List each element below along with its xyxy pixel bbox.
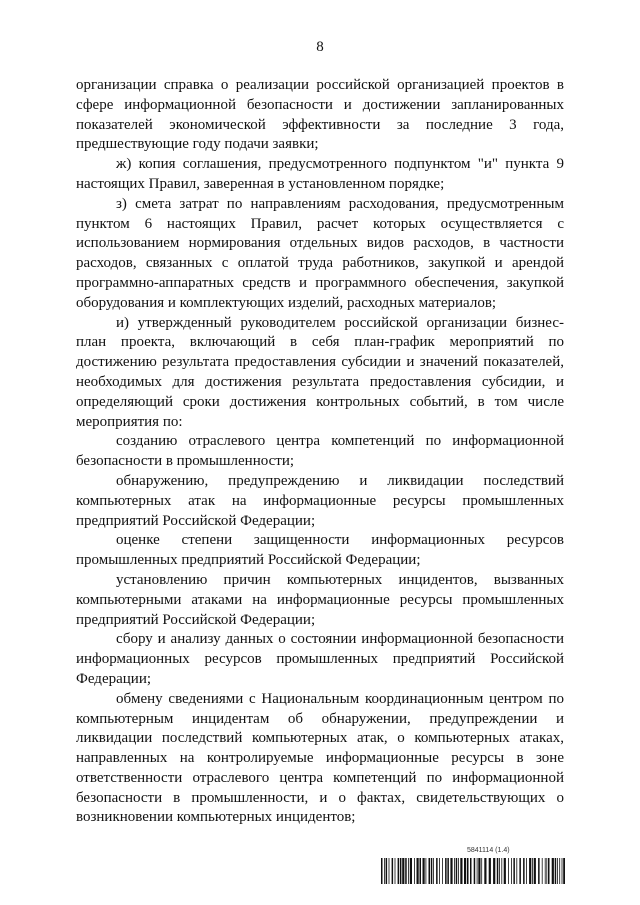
barcode-bar	[559, 858, 560, 884]
barcode-icon	[381, 858, 565, 884]
barcode-bar	[436, 858, 438, 884]
barcode-bar	[454, 858, 455, 884]
barcode-bar	[497, 858, 499, 884]
paragraph-subitem-info-exchange: обмену сведениями с Национальным координационным центром по компьютерным инцидентам об обнаружении, предупреждении и ликвидации последствий компьютерных атак, о компьютерных атаках, направленных на контролируемые информационные ресурсы в зоне ответственности отраслевого центра компетенций по информационной безопасности в промышленности, и о фактах, свидетельствующих о возникновении компьютерных инцидентов;	[76, 690, 564, 826]
paragraph-item-i: и) утвержденный руководителем российской организации бизнес-план проекта, включающий в себя план-график мероприятий по достижению результата предоставления субсидии и значений показателей, необходимых для достижения результата предоставления субсидии, и определяющий сроки достижения контрольных событий, в том числе мероприятия по:	[76, 314, 564, 430]
paragraph-subitem-incident-causes: установлению причин компьютерных инцидентов, вызванных компьютерными атаками на информационные ресурсы промышленных предприятий Российской Федерации;	[76, 571, 564, 628]
barcode-bar	[467, 858, 469, 884]
barcode-bar	[381, 858, 383, 884]
barcode-bar	[516, 858, 517, 884]
barcode-bar	[523, 858, 525, 884]
barcode-bar	[450, 858, 452, 884]
barcode-bar	[400, 858, 402, 884]
paragraph-continuation: организации справка о реализации российской организацией проектов в сфере информационной безопасности и достижении запланированных показателей экономической эффективности за последние 3 года, предшествующие году подачи заявки;	[76, 77, 564, 153]
barcode-bar	[508, 858, 509, 884]
barcode-bar	[546, 858, 547, 884]
barcode-bar	[474, 858, 476, 884]
barcode-bar	[526, 858, 527, 884]
barcode-bar	[484, 858, 486, 884]
barcode-bar	[420, 858, 422, 884]
barcode-bar	[557, 858, 558, 884]
barcode-bar	[501, 858, 502, 884]
barcode-bar	[384, 858, 385, 884]
barcode-bar	[398, 858, 400, 884]
barcode-bar	[519, 858, 521, 884]
paragraph-subitem-assessment: оценке степени защищенности информационных ресурсов промышленных предприятий Российской Федерации;	[76, 532, 564, 569]
barcode-bar	[470, 858, 472, 884]
barcode-bar	[552, 858, 554, 884]
barcode-bar	[423, 858, 425, 884]
document-barcode-block	[381, 846, 565, 884]
barcode-bar	[542, 858, 543, 884]
barcode-bar	[481, 858, 482, 884]
barcode-bar	[417, 858, 419, 884]
barcode-bar	[433, 858, 434, 884]
barcode-bar	[563, 858, 565, 884]
barcode-bar	[395, 858, 396, 884]
barcode-bar	[548, 858, 550, 884]
page-number: 8	[316, 39, 324, 55]
paragraph-item-z: з) смета затрат по направлениям расходования, предусмотренным пунктом 6 настоящих Правил, расчет которых осуществляется с использованием нормирования отдельных видов расходов, в частности расходов, связанных с оплатой труда работников, закупкой и арендой программно-аппаратных средств и программного обеспечения, закупкой оборудования и комплектующих изделий, расходных материалов;	[76, 195, 564, 311]
barcode-bar	[511, 858, 512, 884]
paragraph-item-zh: ж) копия соглашения, предусмотренного подпунктом "и" пункта 9 настоящих Правил, заверенная в установленном порядке;	[76, 156, 564, 192]
barcode-bar	[534, 858, 536, 884]
barcode-bar	[445, 858, 447, 884]
document-code: 5841114 (1.4)	[467, 847, 510, 854]
barcode-bar	[538, 858, 540, 884]
paragraph-subitem-competence-center: созданию отраслевого центра компетенций по информационной безопасности в промышленности;	[76, 433, 564, 470]
barcode-bar	[513, 858, 515, 884]
barcode-bar	[431, 858, 433, 884]
barcode-bar	[464, 858, 466, 884]
barcode-bar	[426, 858, 427, 884]
barcode-bar	[439, 858, 440, 884]
barcode-bar	[489, 858, 491, 884]
barcode-bar	[389, 858, 390, 884]
barcode-bar	[442, 858, 443, 884]
barcode-bar	[504, 858, 506, 884]
barcode-bar	[460, 858, 462, 884]
barcode-bar	[477, 858, 478, 884]
barcode-bar	[408, 858, 409, 884]
barcode-bar	[392, 858, 394, 884]
barcode-bar	[458, 858, 459, 884]
barcode-bar	[456, 858, 458, 884]
barcode-bar	[405, 858, 407, 884]
barcode-bar	[402, 858, 404, 884]
barcode-bar	[478, 858, 480, 884]
barcode-bar	[499, 858, 500, 884]
barcode-bar	[562, 858, 563, 884]
barcode-bar	[493, 858, 495, 884]
barcode-bar	[447, 858, 449, 884]
barcode-bar	[532, 858, 533, 884]
paragraph-subitem-detection: обнаружению, предупреждению и ликвидации последствий компьютерных атак на информационные ресурсы промышленных предприятий Российской Федерации;	[76, 472, 564, 529]
barcode-bar	[555, 858, 557, 884]
document-body	[76, 76, 564, 828]
barcode-bar	[529, 858, 531, 884]
barcode-bar	[386, 858, 388, 884]
barcode-bar	[410, 858, 412, 884]
paragraph-subitem-data-analysis: сбору и анализу данных о состоянии информационной безопасности информационных ресурсов промышленных предприятий Российской Федерации;	[76, 631, 564, 687]
barcode-bar	[429, 858, 431, 884]
barcode-bar	[545, 858, 546, 884]
barcode-bar	[414, 858, 415, 884]
